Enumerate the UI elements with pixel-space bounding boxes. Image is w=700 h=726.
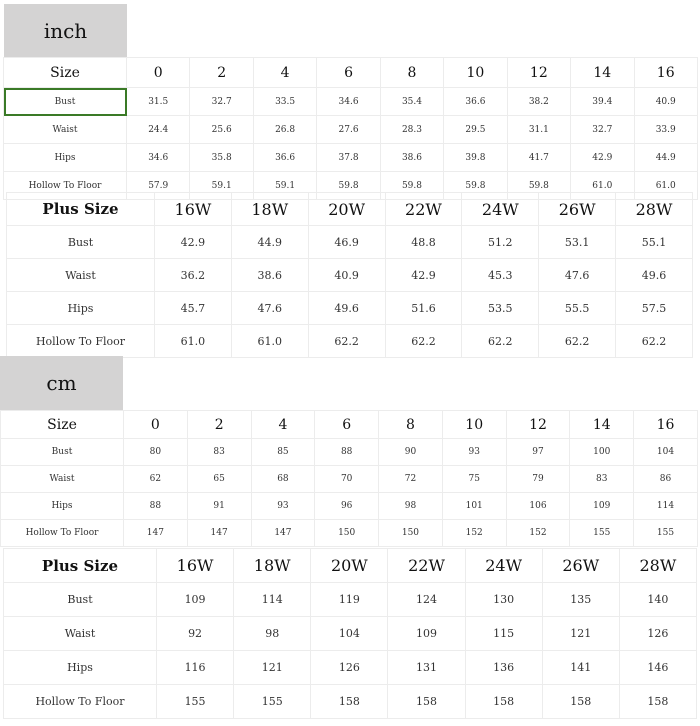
table-cell: 147 (124, 520, 188, 547)
size-header-4: 4 (251, 411, 315, 439)
table-cell: 59.1 (253, 172, 316, 200)
size-header-6: 6 (317, 58, 380, 88)
table-cell: 31.1 (507, 116, 570, 144)
size-header-16: 16 (634, 411, 698, 439)
table-cell: 62.2 (539, 325, 616, 358)
table-cell: 96 (315, 493, 379, 520)
size-header-12: 12 (507, 58, 570, 88)
size-header-22w: 22W (388, 549, 465, 583)
table-cell: 57.5 (616, 292, 693, 325)
size-header-16: 16 (634, 58, 697, 88)
table-cell: 152 (442, 520, 506, 547)
table-cell: 34.6 (127, 144, 190, 172)
size-header-26w: 26W (539, 193, 616, 226)
table-cell: 38.6 (380, 144, 443, 172)
table-cell: 65 (187, 466, 251, 493)
table-cell: 46.9 (308, 226, 385, 259)
table-cell: 97 (506, 439, 570, 466)
table-cell: 155 (634, 520, 698, 547)
table-cell: 32.7 (571, 116, 634, 144)
table-cell: 44.9 (634, 144, 697, 172)
table-cell: 91 (187, 493, 251, 520)
table-cell: 124 (388, 583, 465, 617)
table-cell: 42.9 (155, 226, 232, 259)
table-row (4, 583, 697, 617)
corner-label: Size (4, 58, 127, 88)
table-cell: 75 (442, 466, 506, 493)
table-cell: 116 (157, 651, 234, 685)
unit-label-cm: cm (0, 356, 123, 410)
table-cell: 51.6 (385, 292, 462, 325)
table-cell: 35.4 (380, 88, 443, 116)
table-cell: 121 (234, 651, 311, 685)
size-header-22w: 22W (385, 193, 462, 226)
table-row (1, 466, 698, 493)
table-cell: 68 (251, 466, 315, 493)
table-cell: 57.9 (127, 172, 190, 200)
table-cell: 27.6 (317, 116, 380, 144)
size-header-28w: 28W (616, 193, 693, 226)
table-cell: 126 (311, 651, 388, 685)
table-cell: 158 (465, 685, 542, 719)
table-cell: 51.2 (462, 226, 539, 259)
table-cell: 53.1 (539, 226, 616, 259)
row-label-hips: Hips (7, 292, 155, 325)
table-cell: 62.2 (308, 325, 385, 358)
table-cell: 114 (634, 493, 698, 520)
table-cell: 141 (542, 651, 619, 685)
table-cell: 59.1 (190, 172, 253, 200)
size-header-24w: 24W (462, 193, 539, 226)
size-header-28w: 28W (619, 549, 696, 583)
row-label-bust-selected-cell[interactable]: Bust (4, 88, 127, 116)
table-cell: 37.8 (317, 144, 380, 172)
size-header-10: 10 (444, 58, 507, 88)
table-cell: 104 (634, 439, 698, 466)
table-cell: 115 (465, 617, 542, 651)
table-cell: 34.6 (317, 88, 380, 116)
table-row (7, 325, 693, 358)
table-row (1, 493, 698, 520)
table-cell: 158 (542, 685, 619, 719)
table-cell: 62.2 (616, 325, 693, 358)
table-cell: 38.2 (507, 88, 570, 116)
table-cell: 80 (124, 439, 188, 466)
cm-standard-size-table (0, 410, 698, 547)
table-cell: 93 (251, 493, 315, 520)
table-cell: 26.8 (253, 116, 316, 144)
table-cell: 41.7 (507, 144, 570, 172)
corner-label: Plus Size (4, 549, 157, 583)
table-cell: 130 (465, 583, 542, 617)
table-cell: 33.9 (634, 116, 697, 144)
table-cell: 86 (634, 466, 698, 493)
table-cell: 140 (619, 583, 696, 617)
table-row (4, 651, 697, 685)
size-header-14: 14 (571, 58, 634, 88)
table-cell: 126 (619, 617, 696, 651)
table-cell: 49.6 (308, 292, 385, 325)
header-row (1, 411, 698, 439)
table-cell: 83 (570, 466, 634, 493)
table-cell: 158 (388, 685, 465, 719)
row-label-waist: Waist (4, 617, 157, 651)
table-cell: 39.4 (571, 88, 634, 116)
table-cell: 47.6 (231, 292, 308, 325)
table-cell: 45.3 (462, 259, 539, 292)
size-header-16w: 16W (157, 549, 234, 583)
table-cell: 90 (379, 439, 443, 466)
table-cell: 35.8 (190, 144, 253, 172)
table-cell: 49.6 (616, 259, 693, 292)
table-cell: 114 (234, 583, 311, 617)
table-cell: 24.4 (127, 116, 190, 144)
row-label-hollow-to-floor: Hollow To Floor (1, 520, 124, 547)
table-cell: 42.9 (571, 144, 634, 172)
table-cell: 109 (570, 493, 634, 520)
table-cell: 31.5 (127, 88, 190, 116)
table-cell: 62.2 (385, 325, 462, 358)
table-cell: 72 (379, 466, 443, 493)
table-row (7, 292, 693, 325)
size-header-8: 8 (380, 58, 443, 88)
table-cell: 61.0 (231, 325, 308, 358)
table-cell: 150 (379, 520, 443, 547)
table-row (7, 226, 693, 259)
table-cell: 40.9 (308, 259, 385, 292)
table-cell: 79 (506, 466, 570, 493)
table-cell: 98 (379, 493, 443, 520)
table-cell: 70 (315, 466, 379, 493)
inch-standard-size-table (3, 57, 698, 200)
row-label-hollow-to-floor: Hollow To Floor (4, 172, 127, 200)
table-row (4, 685, 697, 719)
table-row (4, 144, 698, 172)
table-cell: 109 (157, 583, 234, 617)
header-row (4, 549, 697, 583)
size-header-0: 0 (124, 411, 188, 439)
table-cell: 45.7 (155, 292, 232, 325)
table-cell: 135 (542, 583, 619, 617)
table-cell: 85 (251, 439, 315, 466)
size-header-10: 10 (442, 411, 506, 439)
header-row (4, 58, 698, 88)
table-cell: 40.9 (634, 88, 697, 116)
table-cell: 33.5 (253, 88, 316, 116)
size-header-26w: 26W (542, 549, 619, 583)
table-cell: 101 (442, 493, 506, 520)
table-cell: 147 (187, 520, 251, 547)
row-label-hips: Hips (4, 651, 157, 685)
size-header-24w: 24W (465, 549, 542, 583)
table-cell: 36.2 (155, 259, 232, 292)
table-cell: 47.6 (539, 259, 616, 292)
table-row (4, 116, 698, 144)
table-cell: 28.3 (380, 116, 443, 144)
table-cell: 59.8 (507, 172, 570, 200)
table-cell: 92 (157, 617, 234, 651)
row-label-hollow-to-floor: Hollow To Floor (7, 325, 155, 358)
table-row (1, 439, 698, 466)
table-cell: 119 (311, 583, 388, 617)
cm-plus-size-table (3, 548, 697, 719)
corner-label: Plus Size (7, 193, 155, 226)
inch-plus-size-table (6, 192, 693, 358)
table-cell: 55.1 (616, 226, 693, 259)
table-cell: 83 (187, 439, 251, 466)
table-cell: 146 (619, 651, 696, 685)
table-cell: 32.7 (190, 88, 253, 116)
table-cell: 155 (157, 685, 234, 719)
table-row (4, 88, 698, 116)
size-header-14: 14 (570, 411, 634, 439)
table-cell: 158 (311, 685, 388, 719)
table-cell: 29.5 (444, 116, 507, 144)
table-cell: 158 (619, 685, 696, 719)
row-label-bust: Bust (4, 583, 157, 617)
table-cell: 59.8 (380, 172, 443, 200)
table-cell: 61.0 (571, 172, 634, 200)
table-cell: 104 (311, 617, 388, 651)
table-cell: 121 (542, 617, 619, 651)
row-label-waist: Waist (4, 116, 127, 144)
row-label-bust: Bust (7, 226, 155, 259)
unit-label-inch: inch (4, 4, 127, 57)
table-cell: 25.6 (190, 116, 253, 144)
size-header-20w: 20W (308, 193, 385, 226)
table-cell: 42.9 (385, 259, 462, 292)
size-header-6: 6 (315, 411, 379, 439)
size-header-8: 8 (379, 411, 443, 439)
table-cell: 147 (251, 520, 315, 547)
table-row (1, 520, 698, 547)
table-cell: 98 (234, 617, 311, 651)
table-cell: 36.6 (444, 88, 507, 116)
table-cell: 59.8 (317, 172, 380, 200)
table-cell: 100 (570, 439, 634, 466)
table-cell: 36.6 (253, 144, 316, 172)
table-cell: 155 (234, 685, 311, 719)
table-row (7, 259, 693, 292)
row-label-hollow-to-floor: Hollow To Floor (4, 685, 157, 719)
row-label-hips: Hips (1, 493, 124, 520)
table-cell: 61.0 (634, 172, 697, 200)
table-cell: 44.9 (231, 226, 308, 259)
row-label-bust: Bust (1, 439, 124, 466)
header-row (7, 193, 693, 226)
table-cell: 150 (315, 520, 379, 547)
table-cell: 88 (124, 493, 188, 520)
table-cell: 55.5 (539, 292, 616, 325)
size-header-0: 0 (127, 58, 190, 88)
size-header-16w: 16W (155, 193, 232, 226)
table-cell: 136 (465, 651, 542, 685)
table-cell: 152 (506, 520, 570, 547)
table-cell: 38.6 (231, 259, 308, 292)
table-cell: 62 (124, 466, 188, 493)
row-label-hips: Hips (4, 144, 127, 172)
size-header-20w: 20W (311, 549, 388, 583)
size-header-2: 2 (190, 58, 253, 88)
table-cell: 59.8 (444, 172, 507, 200)
corner-label: Size (1, 411, 124, 439)
row-label-waist: Waist (1, 466, 124, 493)
table-row (4, 617, 697, 651)
size-header-2: 2 (187, 411, 251, 439)
table-cell: 93 (442, 439, 506, 466)
size-header-18w: 18W (231, 193, 308, 226)
size-header-4: 4 (253, 58, 316, 88)
table-cell: 62.2 (462, 325, 539, 358)
table-cell: 106 (506, 493, 570, 520)
table-cell: 155 (570, 520, 634, 547)
table-cell: 61.0 (155, 325, 232, 358)
table-cell: 131 (388, 651, 465, 685)
table-cell: 53.5 (462, 292, 539, 325)
size-header-18w: 18W (234, 549, 311, 583)
table-cell: 109 (388, 617, 465, 651)
table-cell: 39.8 (444, 144, 507, 172)
table-cell: 88 (315, 439, 379, 466)
table-cell: 48.8 (385, 226, 462, 259)
row-label-waist: Waist (7, 259, 155, 292)
size-header-12: 12 (506, 411, 570, 439)
